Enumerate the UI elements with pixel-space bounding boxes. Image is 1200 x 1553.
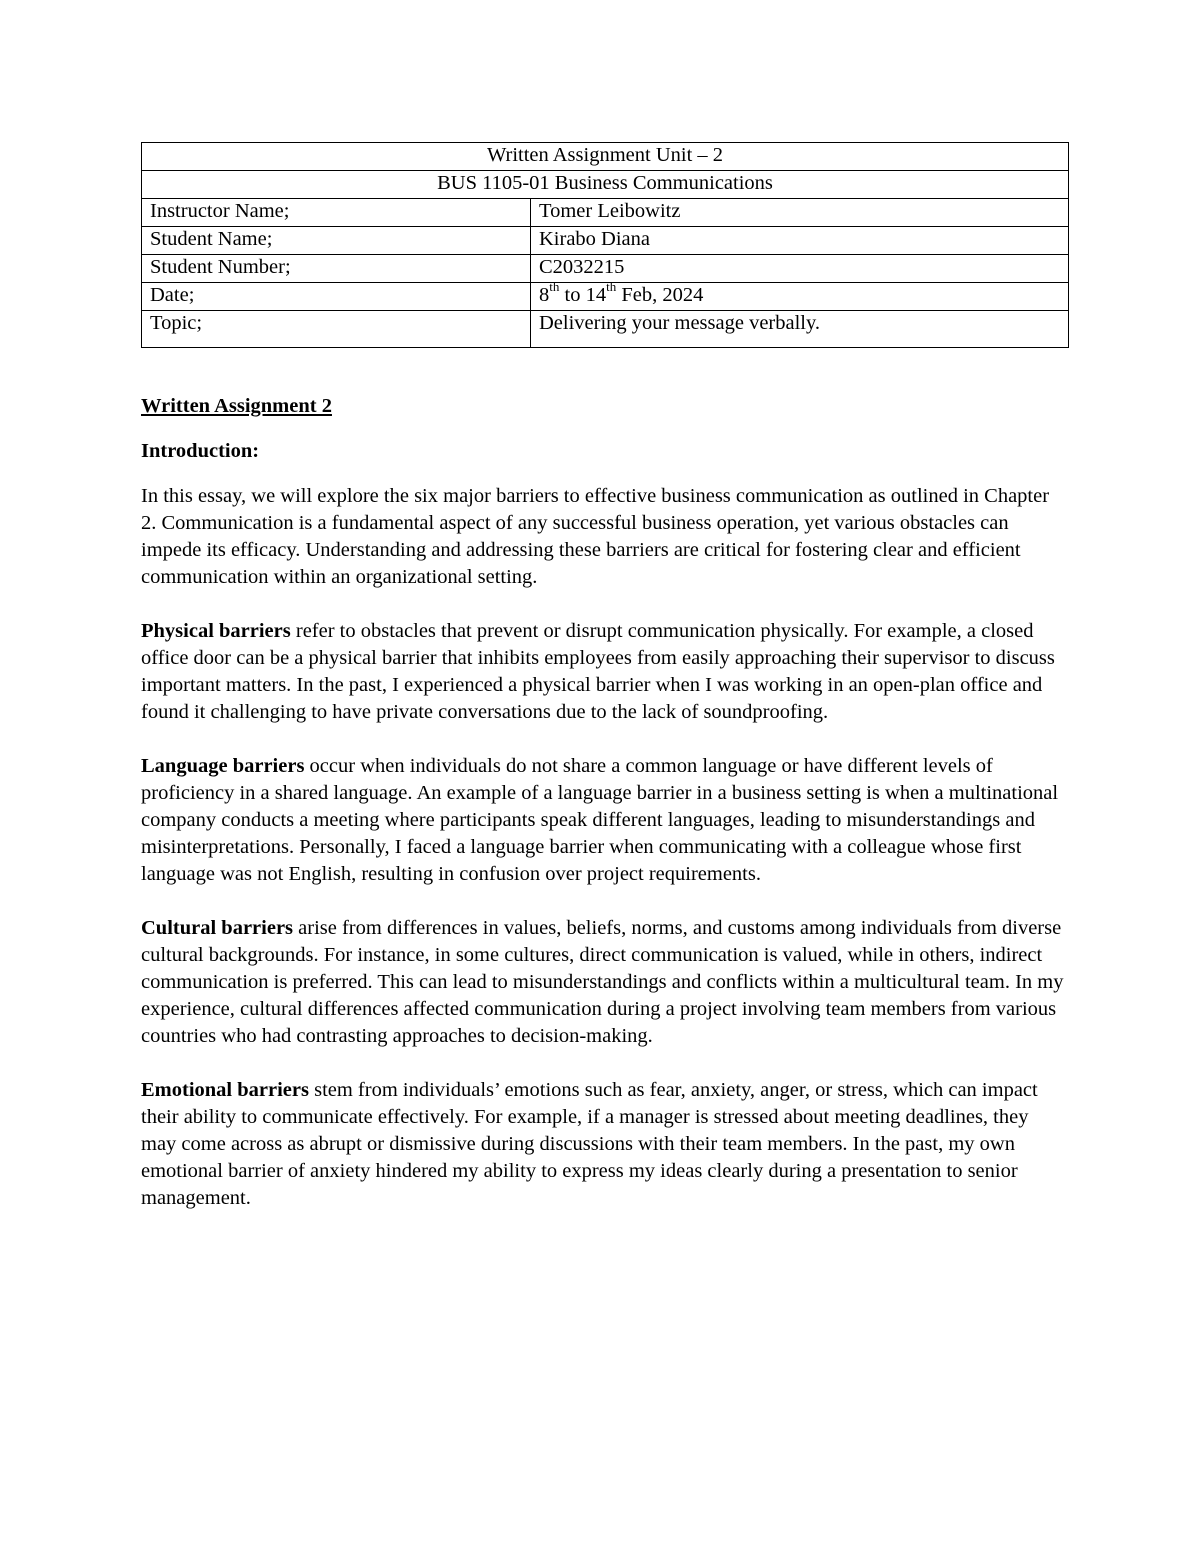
emotional-barriers-text: stem from individuals’ emotions such as fear, anxiety, anger, or stress, which can impact their ability to communicate effectively. For example, if a manager is stressed about meeting deadlines, they may come across as abrupt or dismissive during discussions with their team members. In the past, my own emotional barrier of anxiety hindered my ability to express my ideas clearly during a presentation to senior management. xyxy=(141,1079,1038,1209)
essay-heading: Written Assignment 2 xyxy=(141,395,332,417)
date-day-start: 8 xyxy=(539,284,550,306)
physical-barriers-paragraph xyxy=(141,618,1066,726)
emotional-barriers-paragraph xyxy=(141,1077,1066,1212)
date-end: Feb, 2024 xyxy=(616,284,704,306)
topic-value: Delivering your message verbally. xyxy=(531,311,1069,348)
physical-barriers-term: Physical barriers xyxy=(141,620,291,642)
instructor-label: Instructor Name; xyxy=(142,199,531,227)
instructor-value: Tomer Leibowitz xyxy=(531,199,1069,227)
essay-body xyxy=(141,393,1066,1239)
cultural-barriers-paragraph xyxy=(141,915,1066,1050)
cultural-barriers-text: arise from differences in values, beliefs, norms, and customs among individuals from diverse cultural backgrounds. For instance, in some cultures, direct communication is valued, while in others, indirect communication is preferred. This can lead to misunderstandings and conflicts within a multicultural team. In my experience, cultural differences affected communication during a project involving team members from various countries who had contrasting approaches to decision-making. xyxy=(141,917,1064,1047)
assignment-title-cell: Written Assignment Unit – 2 xyxy=(142,143,1069,171)
student-name-value: Kirabo Diana xyxy=(531,227,1069,255)
intro-paragraph: In this essay, we will explore the six major barriers to effective business communication as outlined in Chapter 2. Communication is a fundamental aspect of any successful business operation, yet various obstacles can impede its efficacy. Understanding and addressing these barriers are critical for fostering clear and efficient communication within an organizational setting. xyxy=(141,485,1050,588)
student-name-label: Student Name; xyxy=(142,227,531,255)
course-name-cell: BUS 1105-01 Business Communications xyxy=(142,171,1069,199)
date-middle: to 14 xyxy=(559,284,607,306)
cultural-barriers-term: Cultural barriers xyxy=(141,917,294,939)
language-barriers-paragraph xyxy=(141,753,1066,888)
student-number-value: C2032215 xyxy=(531,255,1069,283)
date-label: Date; xyxy=(142,283,531,311)
date-suffix-start: th xyxy=(549,279,560,295)
assignment-info-table xyxy=(141,142,1069,348)
language-barriers-text: occur when individuals do not share a common language or have different levels of proficiency in a shared language. An example of a language barrier in a business setting is when a multinational company conducts a meeting where participants speak different languages, leading to misunderstandings and misinterpretations. Personally, I faced a language barrier when communicating with a colleague whose first language was not English, resulting in confusion over project requirements. xyxy=(141,755,1059,885)
date-value xyxy=(531,279,1069,311)
student-number-label: Student Number; xyxy=(142,255,531,283)
physical-barriers-text: refer to obstacles that prevent or disrupt communication physically. For example, a closed office door can be a physical barrier that inhibits employees from easily approaching their supervisor to discuss important matters. In the past, I experienced a physical barrier when I was working in an open-plan office and found it challenging to have private conversations due to the lack of soundproofing. xyxy=(141,620,1055,723)
emotional-barriers-term: Emotional barriers xyxy=(141,1079,309,1101)
topic-label: Topic; xyxy=(142,311,531,348)
intro-heading: Introduction: xyxy=(141,440,260,462)
date-suffix-end: th xyxy=(606,279,617,295)
language-barriers-term: Language barriers xyxy=(141,755,305,777)
